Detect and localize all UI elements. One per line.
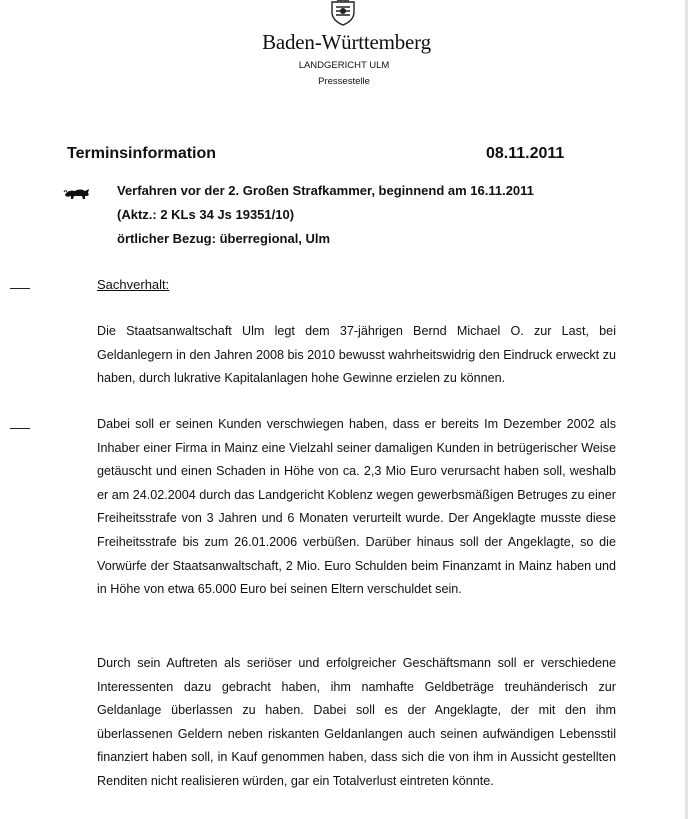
- document-date: 08.11.2011: [486, 145, 565, 162]
- paragraph: Durch sein Auftreten als seriöser und erfolgreicher Geschäftsmann soll er verschiedene Interessenten dazu gebracht haben, ihm namhafte Geldbeträge treuhänderisch zur Geldanlage überlassen zu haben. Dabei soll es der Angeklagte, der mit den ihm überlassenen Geldern neben riskanten Geldanlangen auch seinen aufwändigen Lebensstil finanziert haben soll, in Kauf genommen haben, dass sich die von ihm in Aussicht gestellten Renditen nicht realisieren würden, gar ein Totalverlust eintreten könnte.: [97, 656, 616, 788]
- section-heading: Sachverhalt:: [97, 277, 170, 292]
- margin-mark: [10, 288, 30, 289]
- coat-of-arms-icon: [328, 0, 358, 26]
- paragraph: Die Staatsanwaltschaft Ulm legt dem 37-jährigen Bernd Michael O. zur Last, bei Geldanlegern in den Jahren 2008 bis 2010 bewusst wahrheitswidrig den Eindruck erweckt zu haben, durch lukrative Kapitalanlagen hohe Gewinne erzielen zu können.: [97, 324, 616, 386]
- court-name: LANDGERICHT ULM: [298, 60, 390, 71]
- case-reference: (Aktz.: 2 KLs 34 Js 19351/10): [117, 207, 295, 222]
- paragraph: Dabei soll er seinen Kunden verschwiegen haben, dass er bereits Im Dezember 2002 als Inhaber einer Firma in Mainz eine Vielzahl seiner damaligen Kunden in betrügerischer Weise getäuscht und einen Schaden in Höhe von ca. 2,3 Mio Euro verursacht haben soll, weshalb er am 24.02.2004 durch das Landgericht Koblenz wegen gewerbsmäßigen Betruges zu einer Freiheitsstrafe von 3 Jahren und 6 Monaten verurteilt wurde. Der Angeklagte musste diese Freiheitsstrafe bis zum 26.01.2006 verbüßen. Darüber hinaus soll der Angeklagte, so die Vorwürfe der Staatsanwaltschaft, 2 Mio. Euro Schulden beim Finanzamt in Mainz haben und in Höhe von etwa 65.000 Euro bei seinen Eltern verschuldet sein.: [97, 417, 616, 597]
- department-name: Pressestelle: [318, 76, 370, 87]
- margin-mark: [10, 428, 30, 429]
- state-name: Baden-Württemberg: [262, 30, 431, 54]
- lion-icon: [63, 186, 91, 200]
- local-reference: örtlicher Bezug: überregional, Ulm: [117, 231, 331, 246]
- document-title: Terminsinformation: [67, 145, 217, 162]
- proceeding-line: Verfahren vor der 2. Großen Strafkammer, beginnend am 16.11.2011: [117, 183, 534, 198]
